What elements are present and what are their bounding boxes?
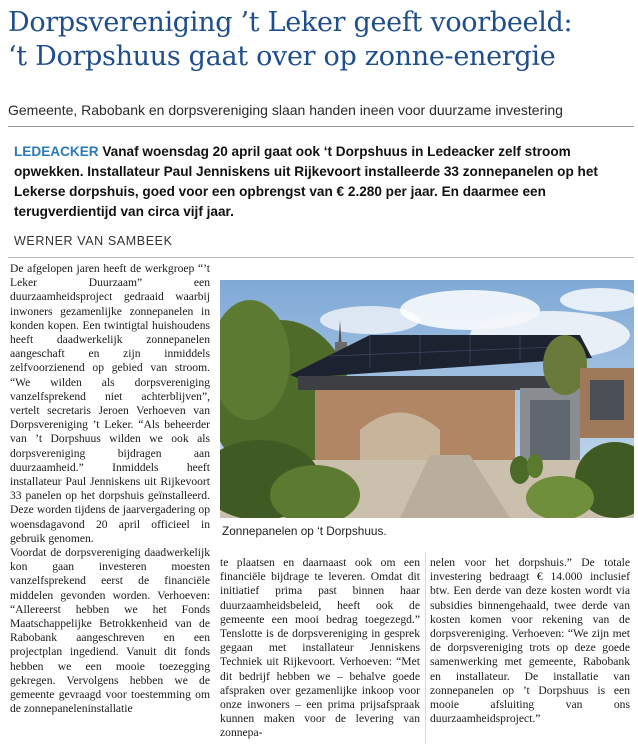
headline-line-2: ‘t Dorpshuus gaat over op zonne-energie (8, 41, 556, 72)
subheadline: Gemeente, Rabobank en dorpsvereniging slaan handen ineen voor duurzame investering (8, 102, 563, 118)
article-photo (220, 280, 634, 518)
body-paragraph: te plaatsen en daarnaast ook om een financiële bijdrage te leveren. Omdat dit initiatief prima past binnen haar duurzaamheidsbeleid, heeft ook de gemeente een mooi bedrag toegezegd.” Tenslotte is de dorpsvereniging in gesprek gegaan met installateur Jenniskens Techniek uit Rijkevoort. Verhoeven: “Met dit bedrijf hebben we – behalve goede afspraken over gezamenlijke inkoop voor onze inwoners – een prima prijsafspraak kunnen maken voor de levering van zonnepa- (220, 556, 420, 740)
divider-byline (8, 257, 634, 258)
photo-caption: Zonnepanelen op ‘t Dorpshuus. (222, 524, 387, 538)
body-paragraph: Voordat de dorpsvereniging daadwerkelijk kon gaan investeren moesten vanzelfsprekend eerst de financiële middelen gevonden worden. Verhoeven: “Allereerst hebben we het Fonds Maatschappelijke Betrokkenheid van de Rabobank aangeschreven en een projectplan ingediend. Vanuit dit fonds hebben we een mooie toezegging gekregen. Vervolgens hebben we de gemeente gevraagd voor toestemming om de zonnepaneleninstallatie (10, 546, 210, 716)
body-column-1 (10, 262, 210, 717)
body-column-2 (220, 556, 420, 741)
lead-paragraph (14, 142, 632, 222)
author-byline: WERNER VAN SAMBEEK (14, 234, 173, 248)
body-column-3 (430, 556, 630, 726)
body-paragraph: nelen voor het dorpshuis.” De totale investering bedraagt € 14.000 inclusief btw. Een derde van deze kosten wordt via subsidies binnengehaald, twee derde van kosten komen voor rekening van de dorpsvereniging. Verhoeven: “We zijn met de dorpsvereniging trots op deze goede samenwerking met gemeente, Rabobank en installateur. De installatie van zonnepanelen op ’t Dorpshuus is een mooie afsluiting van ons duurzaamheidsproject.” (430, 556, 630, 726)
lead-place: LEDEACKER (14, 144, 99, 159)
building-photo-illustration (220, 280, 634, 518)
divider-top (8, 126, 634, 127)
lead-text: Vanaf woensdag 20 april gaat ook ‘t Dorpshuus in Ledeacker zelf stroom opwekken. Installateur Paul Jenniskens uit Rijkevoort installeerde 33 zonnepanelen op het Lekerse dorpshuis, goed voor een opbrengst van € 2.280 per jaar. En daarmee een terugverdientijd van circa vijf jaar. (14, 144, 598, 219)
headline-line-1: Dorpsvereniging ’t Leker geeft voorbeeld: (8, 7, 573, 38)
column-divider (425, 552, 426, 744)
headline (8, 6, 634, 74)
body-paragraph: De afgelopen jaren heeft de werkgroep “’t Leker Duurzaam” een duurzaamheidsproject gedraaid waarbij inwoners gezamenlijke zonnepanelen in konden kopen. Een twintigtal huishoudens heeft daadwerkelijk zonnepanelen aangeschaft en zijn inmiddels zelfvoorzienend op gebied van stroom. “We wilden als dorpsvereniging vanzelfsprekend niet achterblijven”, vertelt secretaris Jeroen Verhoeven van Dorpsvereniging ’t Leker. “Als beheerder van ’t Dorpshuus wilden we ook als dorpsvereniging bijdragen aan duurzaamheid.” Inmiddels heeft installateur Paul Jenniskens uit Rijkevoort 33 panelen op het dorpshuis geïnstalleerd. Deze worden tijdens de jaarvergadering op woensdagavond 20 april officieel in gebruik genomen. (10, 262, 210, 545)
